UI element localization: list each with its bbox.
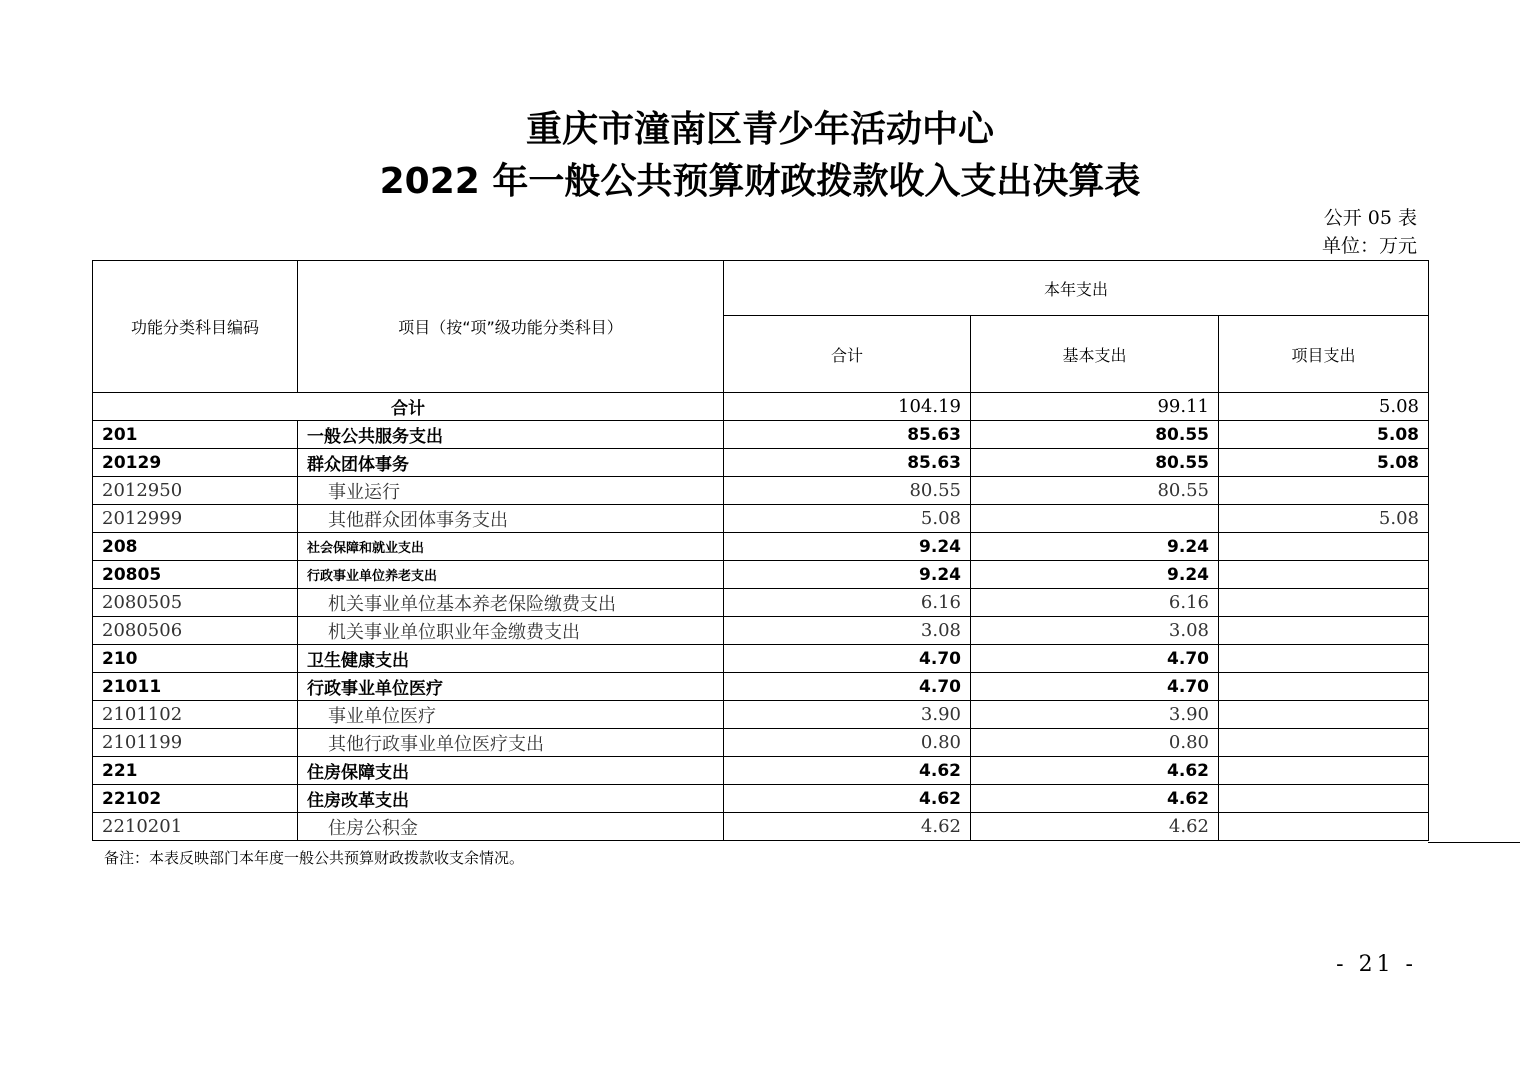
- table-row: [93, 561, 1429, 589]
- row-basic: 3.08: [971, 617, 1219, 645]
- row-total: 80.55: [724, 477, 971, 505]
- table-row: [93, 757, 1429, 785]
- row-project: 5.08: [1219, 421, 1429, 449]
- row-basic: 9.24: [971, 561, 1219, 589]
- table-row: [93, 449, 1429, 477]
- table-row: [93, 785, 1429, 813]
- row-total: 0.80: [724, 729, 971, 757]
- page-number: - 21 -: [1336, 952, 1417, 977]
- row-basic: 4.62: [971, 813, 1219, 841]
- row-project: [1219, 757, 1429, 785]
- table-bottom-rule: [1428, 842, 1520, 843]
- row-basic: 80.55: [971, 421, 1219, 449]
- document-title-line2: 2022 年一般公共预算财政拨款收入支出决算表: [379, 161, 1141, 202]
- row-name: 群众团体事务: [298, 449, 724, 477]
- row-total: 85.63: [724, 421, 971, 449]
- row-total: 4.62: [724, 757, 971, 785]
- row-project: [1219, 701, 1429, 729]
- row-name: 住房保障支出: [298, 757, 724, 785]
- header-basic: 基本支出: [971, 316, 1219, 393]
- table-row: [93, 729, 1429, 757]
- row-name: 住房改革支出: [298, 785, 724, 813]
- total-sum: 104.19: [724, 393, 971, 421]
- row-total: 4.62: [724, 785, 971, 813]
- row-code: 20805: [93, 561, 298, 589]
- table-row: [93, 617, 1429, 645]
- row-basic: 0.80: [971, 729, 1219, 757]
- row-project: 5.08: [1219, 505, 1429, 533]
- row-name: 社会保障和就业支出: [298, 533, 724, 561]
- row-total: 4.62: [724, 813, 971, 841]
- row-total: 4.70: [724, 645, 971, 673]
- row-code: 210: [93, 645, 298, 673]
- row-basic: 80.55: [971, 449, 1219, 477]
- table-note: 备注：本表反映部门本年度一般公共预算财政拨款收支余情况。: [104, 849, 525, 867]
- row-project: [1219, 673, 1429, 701]
- row-code: 21011: [93, 673, 298, 701]
- row-code: 2210201: [93, 813, 298, 841]
- header-code: 功能分类科目编码: [93, 261, 298, 393]
- table-row: [93, 673, 1429, 701]
- budget-table: [92, 260, 1429, 841]
- table-row: [93, 505, 1429, 533]
- table-row-total: [93, 393, 1429, 421]
- total-project: 5.08: [1219, 393, 1429, 421]
- row-basic: 4.62: [971, 785, 1219, 813]
- row-name: 行政事业单位养老支出: [298, 561, 724, 589]
- table-row: [93, 701, 1429, 729]
- row-project: [1219, 729, 1429, 757]
- row-project: [1219, 645, 1429, 673]
- row-code: 208: [93, 533, 298, 561]
- total-basic: 99.11: [971, 393, 1219, 421]
- row-code: 2012950: [93, 477, 298, 505]
- row-basic: 6.16: [971, 589, 1219, 617]
- row-code: 221: [93, 757, 298, 785]
- row-name: 卫生健康支出: [298, 645, 724, 673]
- row-project: 5.08: [1219, 449, 1429, 477]
- row-project: [1219, 477, 1429, 505]
- row-basic: 4.70: [971, 645, 1219, 673]
- table-row: [93, 477, 1429, 505]
- row-total: 3.90: [724, 701, 971, 729]
- row-total: 85.63: [724, 449, 971, 477]
- row-total: 4.70: [724, 673, 971, 701]
- row-basic: [971, 505, 1219, 533]
- row-project: [1219, 533, 1429, 561]
- unit-label: 单位：万元: [1321, 235, 1417, 257]
- row-code: 2101199: [93, 729, 298, 757]
- row-name: 其他行政事业单位医疗支出: [298, 729, 724, 757]
- row-code: 20129: [93, 449, 298, 477]
- row-project: [1219, 785, 1429, 813]
- row-name: 机关事业单位基本养老保险缴费支出: [298, 589, 724, 617]
- document-title-line1: 重庆市潼南区青少年活动中心: [525, 109, 994, 150]
- header-current-year: 本年支出: [724, 261, 1429, 316]
- header-project: 项目支出: [1219, 316, 1429, 393]
- row-code: 2080505: [93, 589, 298, 617]
- row-project: [1219, 813, 1429, 841]
- row-project: [1219, 561, 1429, 589]
- table-row: [93, 813, 1429, 841]
- total-label: 合计: [93, 393, 724, 421]
- row-basic: 4.62: [971, 757, 1219, 785]
- row-basic: 3.90: [971, 701, 1219, 729]
- table-row: [93, 589, 1429, 617]
- row-name: 一般公共服务支出: [298, 421, 724, 449]
- row-total: 3.08: [724, 617, 971, 645]
- row-basic: 80.55: [971, 477, 1219, 505]
- table-row: [93, 533, 1429, 561]
- row-project: [1219, 589, 1429, 617]
- row-code: 201: [93, 421, 298, 449]
- row-code: 2080506: [93, 617, 298, 645]
- row-name: 行政事业单位医疗: [298, 673, 724, 701]
- row-total: 6.16: [724, 589, 971, 617]
- row-project: [1219, 617, 1429, 645]
- row-code: 22102: [93, 785, 298, 813]
- table-row: [93, 645, 1429, 673]
- row-name: 事业运行: [298, 477, 724, 505]
- row-basic: 9.24: [971, 533, 1219, 561]
- header-item: 项目（按“项”级功能分类科目）: [298, 261, 724, 393]
- row-name: 机关事业单位职业年金缴费支出: [298, 617, 724, 645]
- row-name: 事业单位医疗: [298, 701, 724, 729]
- row-name: 住房公积金: [298, 813, 724, 841]
- row-code: 2101102: [93, 701, 298, 729]
- table-number: 公开 05 表: [1323, 207, 1417, 229]
- row-total: 9.24: [724, 533, 971, 561]
- row-name: 其他群众团体事务支出: [298, 505, 724, 533]
- row-total: 5.08: [724, 505, 971, 533]
- header-total: 合计: [724, 316, 971, 393]
- row-basic: 4.70: [971, 673, 1219, 701]
- table-row: [93, 421, 1429, 449]
- row-code: 2012999: [93, 505, 298, 533]
- row-total: 9.24: [724, 561, 971, 589]
